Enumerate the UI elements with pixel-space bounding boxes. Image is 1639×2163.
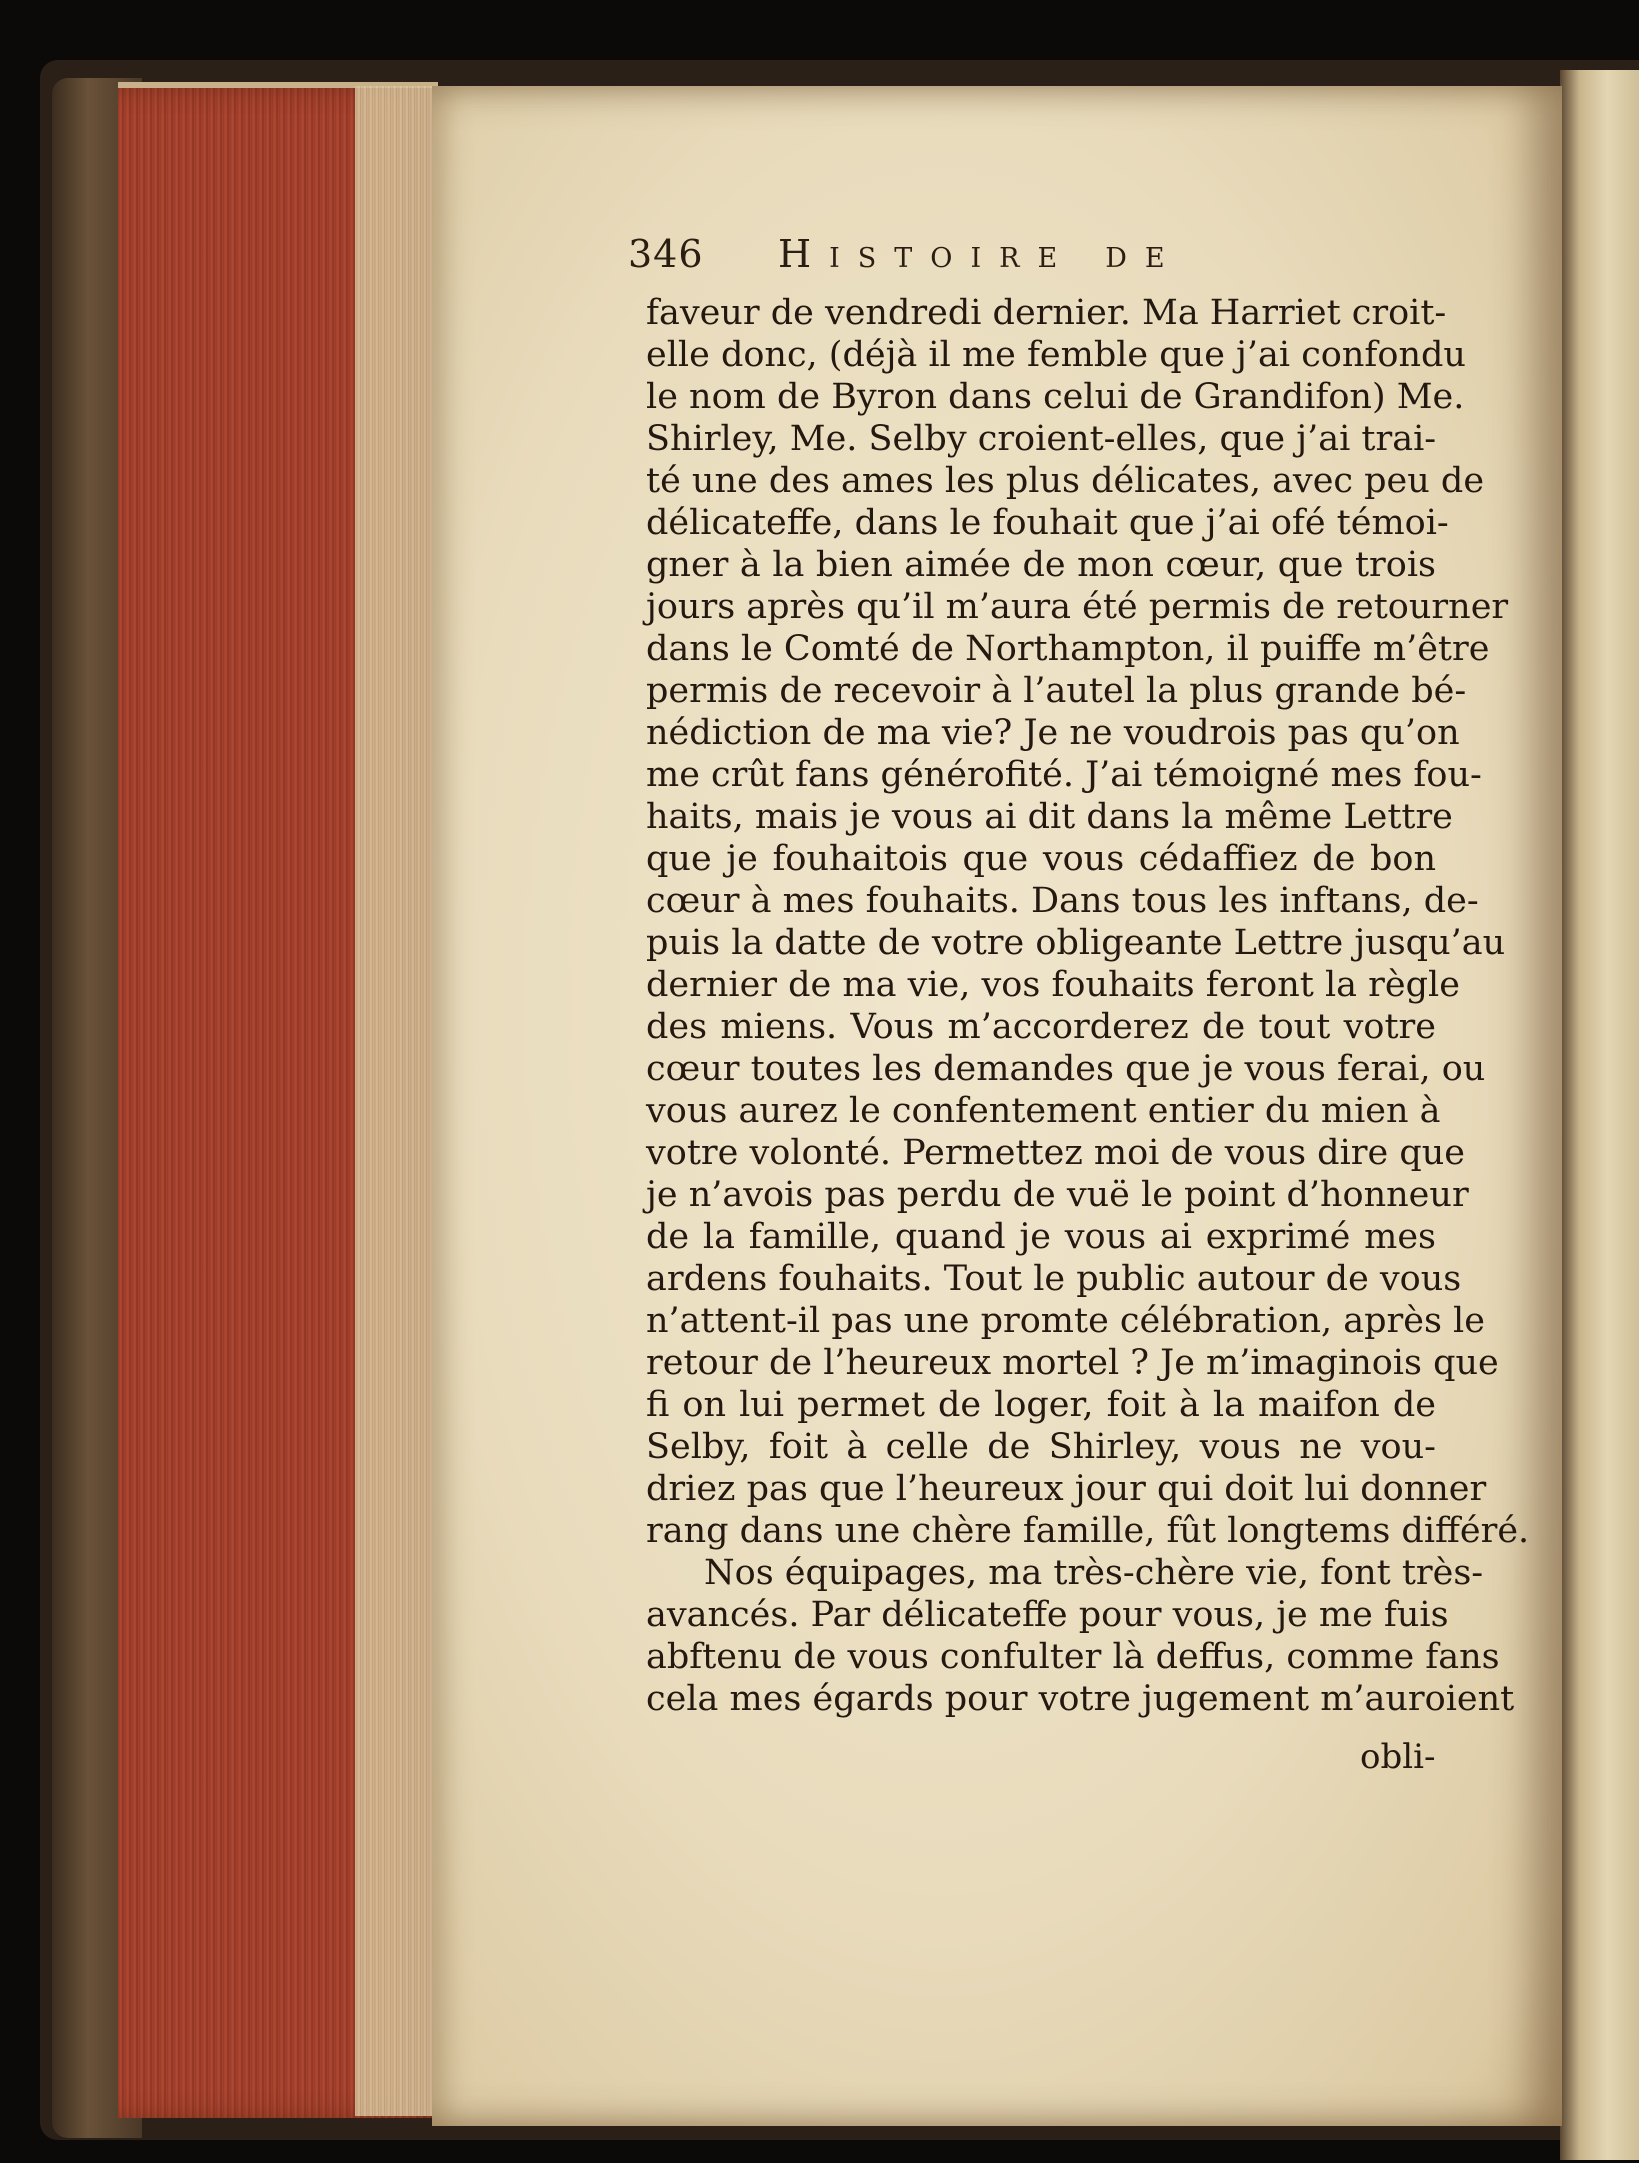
text-line: té une des ames les plus délicates, avec peu de (646, 461, 1485, 501)
text-line: le nom de Byron dans celui de Grandifon) Me. (646, 377, 1465, 417)
text-line: dans le Comté de Northampton, il puiffe m’être (646, 629, 1490, 669)
text-line: dernier de ma vie, vos fouhaits feront la règle (646, 965, 1460, 1005)
text-line: rang dans une chère famille, fût longtems différé. (646, 1511, 1530, 1551)
text-line: vous aurez le confentement entier du mien à (646, 1091, 1441, 1131)
text-line: puis la datte de votre obligeante Lettre jusqu’au (646, 923, 1506, 963)
text-line: Selby, foit à celle de Shirley, vous ne vou- (646, 1427, 1436, 1467)
page-header (628, 232, 1288, 292)
body-text (646, 292, 1530, 1720)
text-line: Nos équipages, ma très-chère vie, font très- (704, 1553, 1484, 1593)
page-edges (355, 86, 435, 2116)
text-line: avancés. Par délicateffe pour vous, je me fuis (646, 1595, 1449, 1635)
catchword: obli- (1360, 1737, 1436, 1777)
text-line: Shirley, Me. Selby croient-elles, que j’ai trai- (646, 419, 1437, 459)
text-line: cœur toutes les demandes que je vous ferai, ou (646, 1049, 1486, 1089)
text-line: n’attent-il pas une promte célébration, après le (646, 1301, 1485, 1341)
text-line: ardens fouhaits. Tout le public autour de vous (646, 1259, 1462, 1299)
text-line: elle donc, (déjà il me femble que j’ai confondu (646, 335, 1466, 375)
text-line: fi on lui permet de loger, foit à la maifon de (646, 1385, 1436, 1425)
text-line: nédiction de ma vie? Je ne voudrois pas qu’on (646, 713, 1460, 753)
text-line: cela mes égards pour votre jugement m’auroient (646, 1679, 1515, 1719)
text-line: me crût fans générofité. J’ai témoigné mes fou- (646, 755, 1482, 795)
facing-page-edge (1560, 70, 1639, 2160)
text-line: délicateffe, dans le fouhait que j’ai ofé témoi- (646, 503, 1449, 543)
text-line: abftenu de vous confulter là deffus, comme fans (646, 1637, 1500, 1677)
text-line: votre volonté. Permettez moi de vous dire que (646, 1133, 1466, 1173)
text-line: jours après qu’il m’aura été permis de retourner (646, 587, 1509, 627)
running-title: Histoire de (778, 232, 1183, 276)
text-line: cœur à mes fouhaits. Dans tous les inftans, de- (646, 881, 1479, 921)
text-line: faveur de vendredi dernier. Ma Harriet croit- (646, 293, 1447, 333)
text-line: retour de l’heureux mortel ? Je m’imaginois que (646, 1343, 1499, 1383)
text-line: de la famille, quand je vous ai exprimé mes (646, 1217, 1436, 1257)
text-line: je n’avois pas perdu de vuë le point d’honneur (646, 1175, 1469, 1215)
text-line: driez pas que l’heureux jour qui doit lui donner (646, 1469, 1487, 1509)
text-line: des miens. Vous m’accorderez de tout votre (646, 1007, 1436, 1047)
text-line: que je fouhaitois que vous cédaffiez de bon (646, 839, 1436, 879)
text-line: permis de recevoir à l’autel la plus grande bé- (646, 671, 1467, 711)
text-line: haits, mais je vous ai dit dans la même Lettre (646, 797, 1453, 837)
page-number: 346 (628, 232, 704, 276)
text-line: gner à la bien aimée de mon cœur, que trois (646, 545, 1436, 585)
